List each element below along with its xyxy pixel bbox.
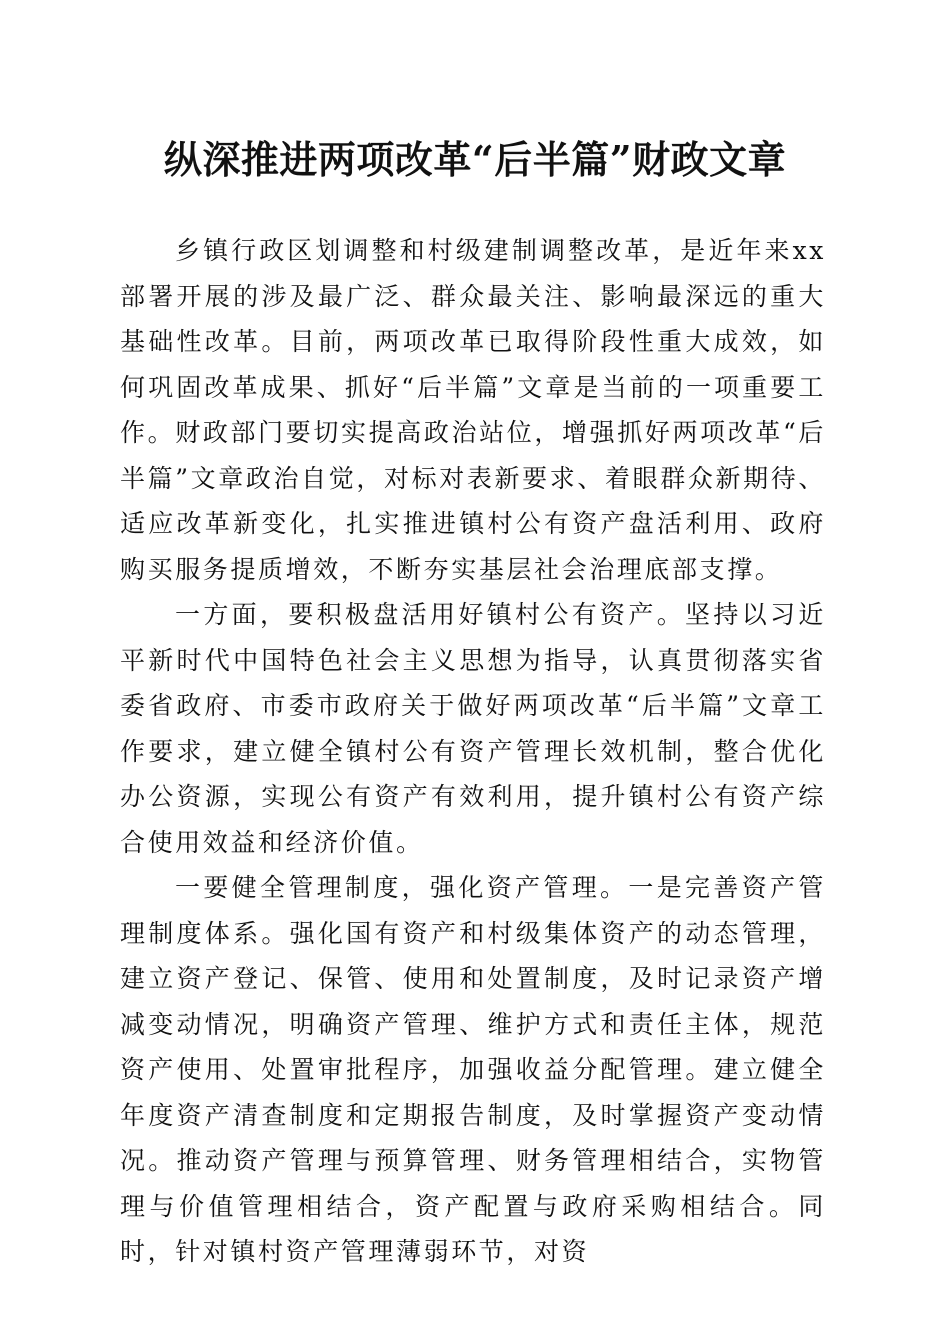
paragraph-intro: 乡镇行政区划调整和村级建制调整改革，是近年来xx部署开展的涉及最广泛、群众最关注、影响最深远的重大基础性改革。目前，两项改革已取得阶段性重大成效，如何巩固改革成果、抓好“后半篇”文章是当前的一项重要工作。财政部门要切实提高政治站位，增强抓好两项改革“后半篇”文章政治自觉，对标对表新要求、着眼群众新期待、适应改革新变化，扎实推进镇村公有资产盘活利用、政府购买服务提质增效，不断夯实基层社会治理底部支撑。 — [120, 236, 826, 584]
paragraph-management: 一要健全管理制度，强化资产管理。一是完善资产管理制度体系。强化国有资产和村级集体资产的动态管理，建立资产登记、保管、使用和处置制度，及时记录资产增减变动情况，明确资产管理、维护方式和责任主体，规范资产使用、处置审批程序，加强收益分配管理。建立健全年度资产清查制度和定期报告制度，及时掌握资产变动情况。推动资产管理与预算管理、财务管理相结合，实物管理与价值管理相结合，资产配置与政府采购相结合。同时，针对镇村资产管理薄弱环节，对资 — [120, 873, 826, 1266]
document-body — [120, 228, 826, 1275]
document-title: 纵深推进两项改革“后半篇”财政文章 — [163, 137, 787, 182]
paragraph-assets: 一方面，要积极盘活用好镇村公有资产。坚持以习近平新时代中国特色社会主义思想为指导，认真贯彻落实省委省政府、市委市政府关于做好两项改革“后半篇”文章工作要求，建立健全镇村公有资产管理长效机制，整合优化办公资源，实现公有资产有效利用，提升镇村公有资产综合使用效益和经济价值。 — [120, 600, 826, 857]
